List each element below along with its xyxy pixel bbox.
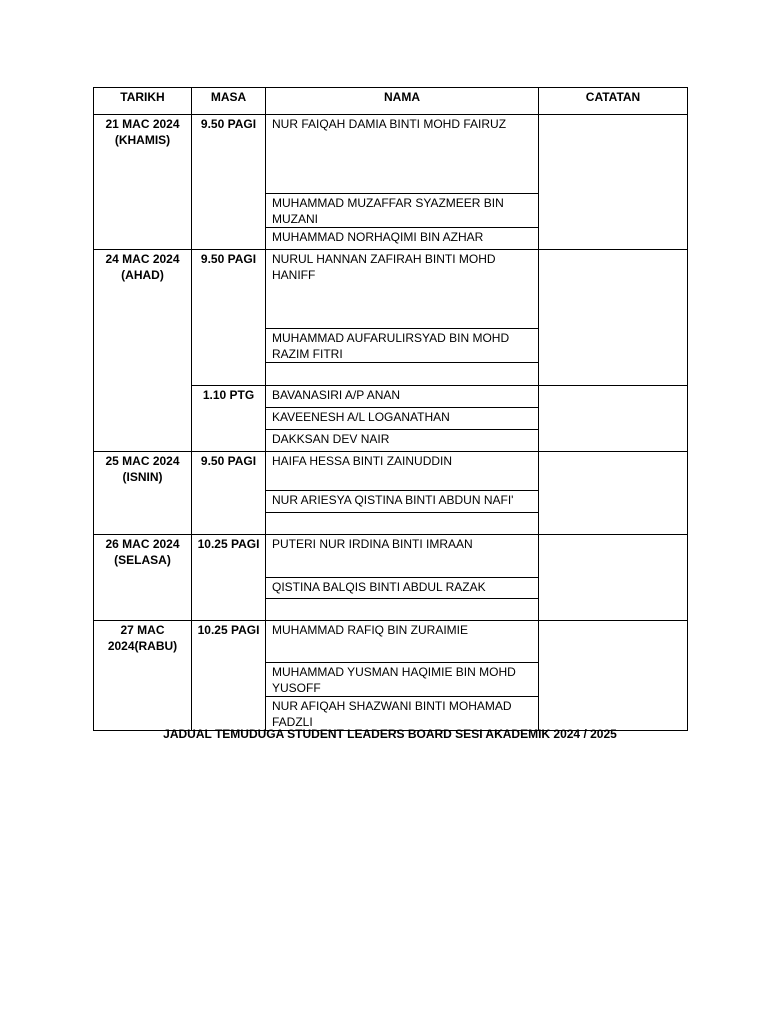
time-cell: 9.50 PAGI — [192, 250, 266, 386]
date-cell — [94, 250, 192, 452]
name-cell: HAIFA HESSA BINTI ZAINUDDIN — [266, 452, 539, 491]
name-cell: QISTINA BALQIS BINTI ABDUL RAZAK — [266, 578, 539, 599]
name-cell: PUTERI NUR IRDINA BINTI IMRAAN — [266, 535, 539, 578]
date-text: 24 MAC 2024 — [105, 252, 180, 266]
header-row — [94, 88, 688, 115]
date-cell — [94, 115, 192, 250]
table-row — [94, 115, 688, 194]
name-cell — [266, 513, 539, 535]
note-cell — [539, 621, 688, 731]
day-text: (SELASA) — [114, 553, 171, 567]
date-text: 26 MAC 2024 — [105, 537, 180, 551]
time-cell: 9.50 PAGI — [192, 115, 266, 250]
table-caption: JADUAL TEMUDUGA STUDENT LEADERS BOARD SESI AKADEMIK 2024 / 2025 — [163, 727, 617, 741]
name-cell: KAVEENESH A/L LOGANATHAN — [266, 408, 539, 430]
date-text: 25 MAC 2024 — [105, 454, 180, 468]
header-name: NAMA — [266, 88, 539, 115]
note-cell — [539, 250, 688, 386]
name-cell: MUHAMMAD RAFIQ BIN ZURAIMIE — [266, 621, 539, 663]
header-note: CATATAN — [539, 88, 688, 115]
date-cell — [94, 621, 192, 731]
name-cell: DAKKSAN DEV NAIR — [266, 430, 539, 452]
time-cell: 9.50 PAGI — [192, 452, 266, 535]
note-cell — [539, 452, 688, 535]
name-cell: NURUL HANNAN ZAFIRAH BINTI MOHD HANIFF — [266, 250, 539, 329]
name-cell: BAVANASIRI A/P ANAN — [266, 386, 539, 408]
name-cell — [266, 599, 539, 621]
header-date: TARIKH — [94, 88, 192, 115]
note-cell — [539, 535, 688, 621]
day-text: (KHAMIS) — [114, 133, 171, 147]
name-cell: MUHAMMAD YUSMAN HAQIMIE BIN MOHD YUSOFF — [266, 663, 539, 697]
name-cell: NUR AFIQAH SHAZWANI BINTI MOHAMAD FADZLI — [266, 697, 539, 731]
note-cell — [539, 386, 688, 452]
note-cell — [539, 115, 688, 250]
table-row — [94, 250, 688, 329]
time-cell: 1.10 PTG — [192, 386, 266, 452]
table-row — [94, 452, 688, 491]
time-cell: 10.25 PAGI — [192, 535, 266, 621]
name-cell — [266, 363, 539, 386]
name-cell: NUR ARIESYA QISTINA BINTI ABDUN NAFI' — [266, 491, 539, 513]
table-row — [94, 535, 688, 578]
table-row — [94, 621, 688, 663]
name-cell: MUHAMMAD MUZAFFAR SYAZMEER BIN MUZANI — [266, 194, 539, 228]
day-text: (AHAD) — [121, 268, 164, 282]
name-cell: MUHAMMAD NORHAQIMI BIN AZHAR — [266, 228, 539, 250]
header-time: MASA — [192, 88, 266, 115]
day-text: (ISNIN) — [122, 470, 163, 484]
name-cell: MUHAMMAD AUFARULIRSYAD BIN MOHD RAZIM FITRI — [266, 329, 539, 363]
date-text: 21 MAC 2024 — [105, 117, 180, 131]
date-cell — [94, 535, 192, 621]
date-text: 27 MAC 2024(RABU) — [107, 623, 178, 653]
interview-schedule-table — [93, 87, 688, 731]
date-cell — [94, 452, 192, 535]
name-cell: NUR FAIQAH DAMIA BINTI MOHD FAIRUZ — [266, 115, 539, 194]
time-cell: 10.25 PAGI — [192, 621, 266, 731]
